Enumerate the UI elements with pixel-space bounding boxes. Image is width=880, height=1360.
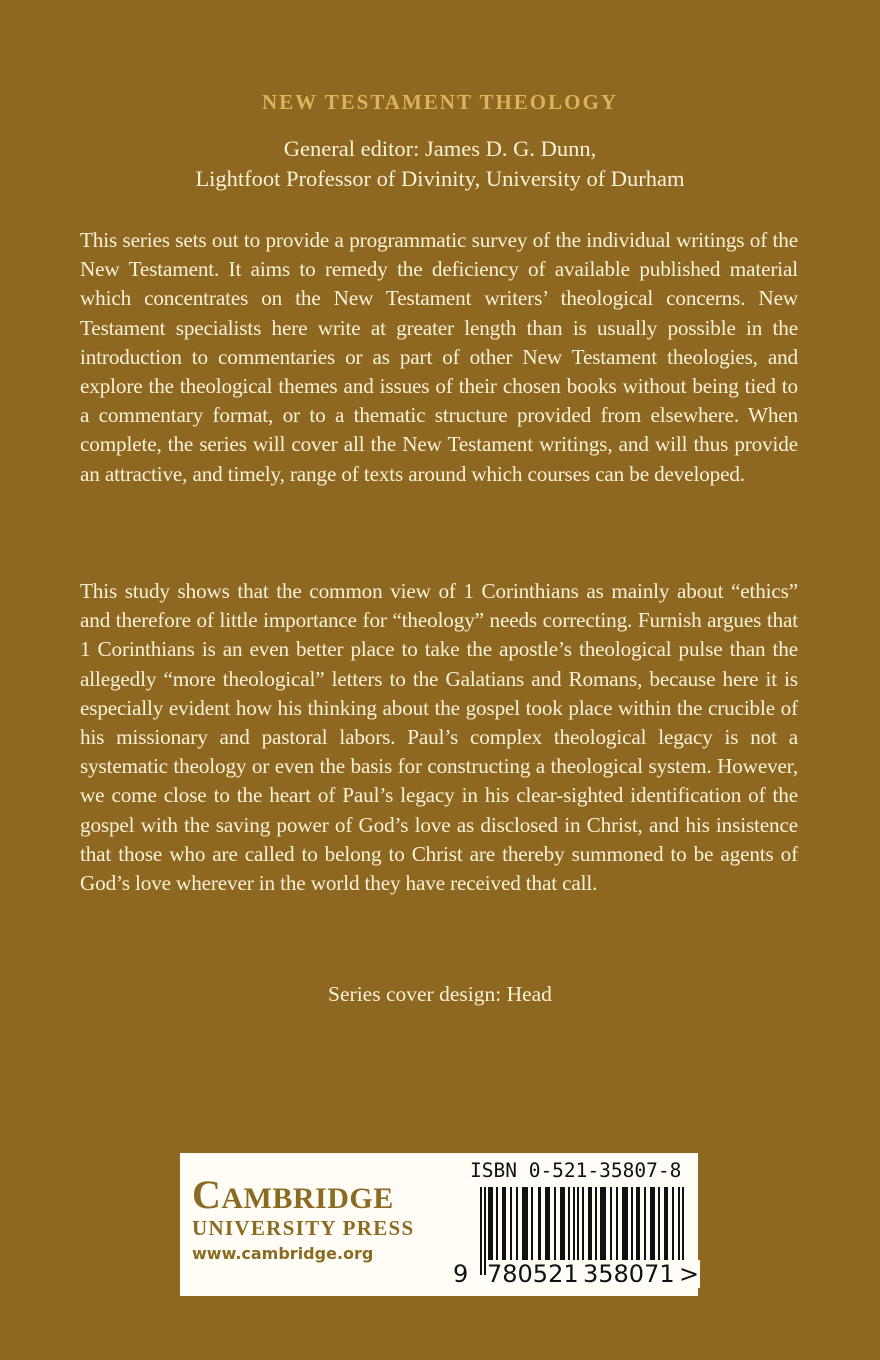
- editor-credit: [0, 134, 880, 194]
- barcode-group-1: 780521: [487, 1260, 579, 1288]
- paragraph-study: This study shows that the common view of 1 Corinthians as mainly about “ethics” and therefore of little importance for “theology” needs correcting. Furnish argues that 1 Corinthians is an even better place to take the apostle’s theological pulse than the allegedly “more theological” letters to the Galatians and Romans, because here it is especially evident how his thinking about the gospel took place within the crucible of his missionary and pastoral labors. Paul’s complex theological legacy is not a systematic theology or even the basis for constructing a theological system. However, we come close to the heart of Paul’s legacy in his clear-sighted identification of the gospel with the saving power of God’s love as disclosed in Christ, and his insistence that those who are called to belong to Christ are thereby summoned to be agents of God’s love wherever in the world they have received that call.: [80, 579, 798, 896]
- editor-line-2: Lightfoot Professor of Divinity, University of Durham: [195, 166, 685, 191]
- publisher-imprint-box: [180, 1153, 698, 1296]
- barcode-lead-digit: 9: [453, 1260, 469, 1288]
- publisher-subtitle: UNIVERSITY PRESS: [192, 1216, 415, 1240]
- series-title: NEW TESTAMENT THEOLOGY: [262, 90, 618, 114]
- editor-line-1: General editor: James D. G. Dunn,: [283, 136, 597, 161]
- barcode-tail: >: [679, 1260, 700, 1288]
- publisher-name: CAMBRIDGE: [192, 1172, 394, 1217]
- series-description: [80, 226, 798, 489]
- barcode-group-2: 358071: [583, 1260, 675, 1288]
- paragraph-series: This series sets out to provide a programmatic survey of the individual writings of the New Testament. It aims to remedy the deficiency of available published material which concentrates on the New Testament writers’ theological concerns. New Testament specialists here write at greater length than is usually possible in the introduction to commentaries or as part of other New Testament theologies, and explore the theological themes and issues of their chosen books without being tied to a commentary format, or to a thematic structure provided from elsewhere. When complete, the series will cover all the New Testament writings, and will thus provide an attractive, and timely, range of texts around which courses can be developed.: [80, 228, 798, 486]
- isbn-label: ISBN 0-521-35807-8: [470, 1159, 682, 1182]
- publisher-url: www.cambridge.org: [192, 1244, 374, 1263]
- book-description: [80, 577, 798, 898]
- publisher-logo: [192, 1172, 415, 1267]
- cover-design-credit: Series cover design: Head: [328, 982, 552, 1006]
